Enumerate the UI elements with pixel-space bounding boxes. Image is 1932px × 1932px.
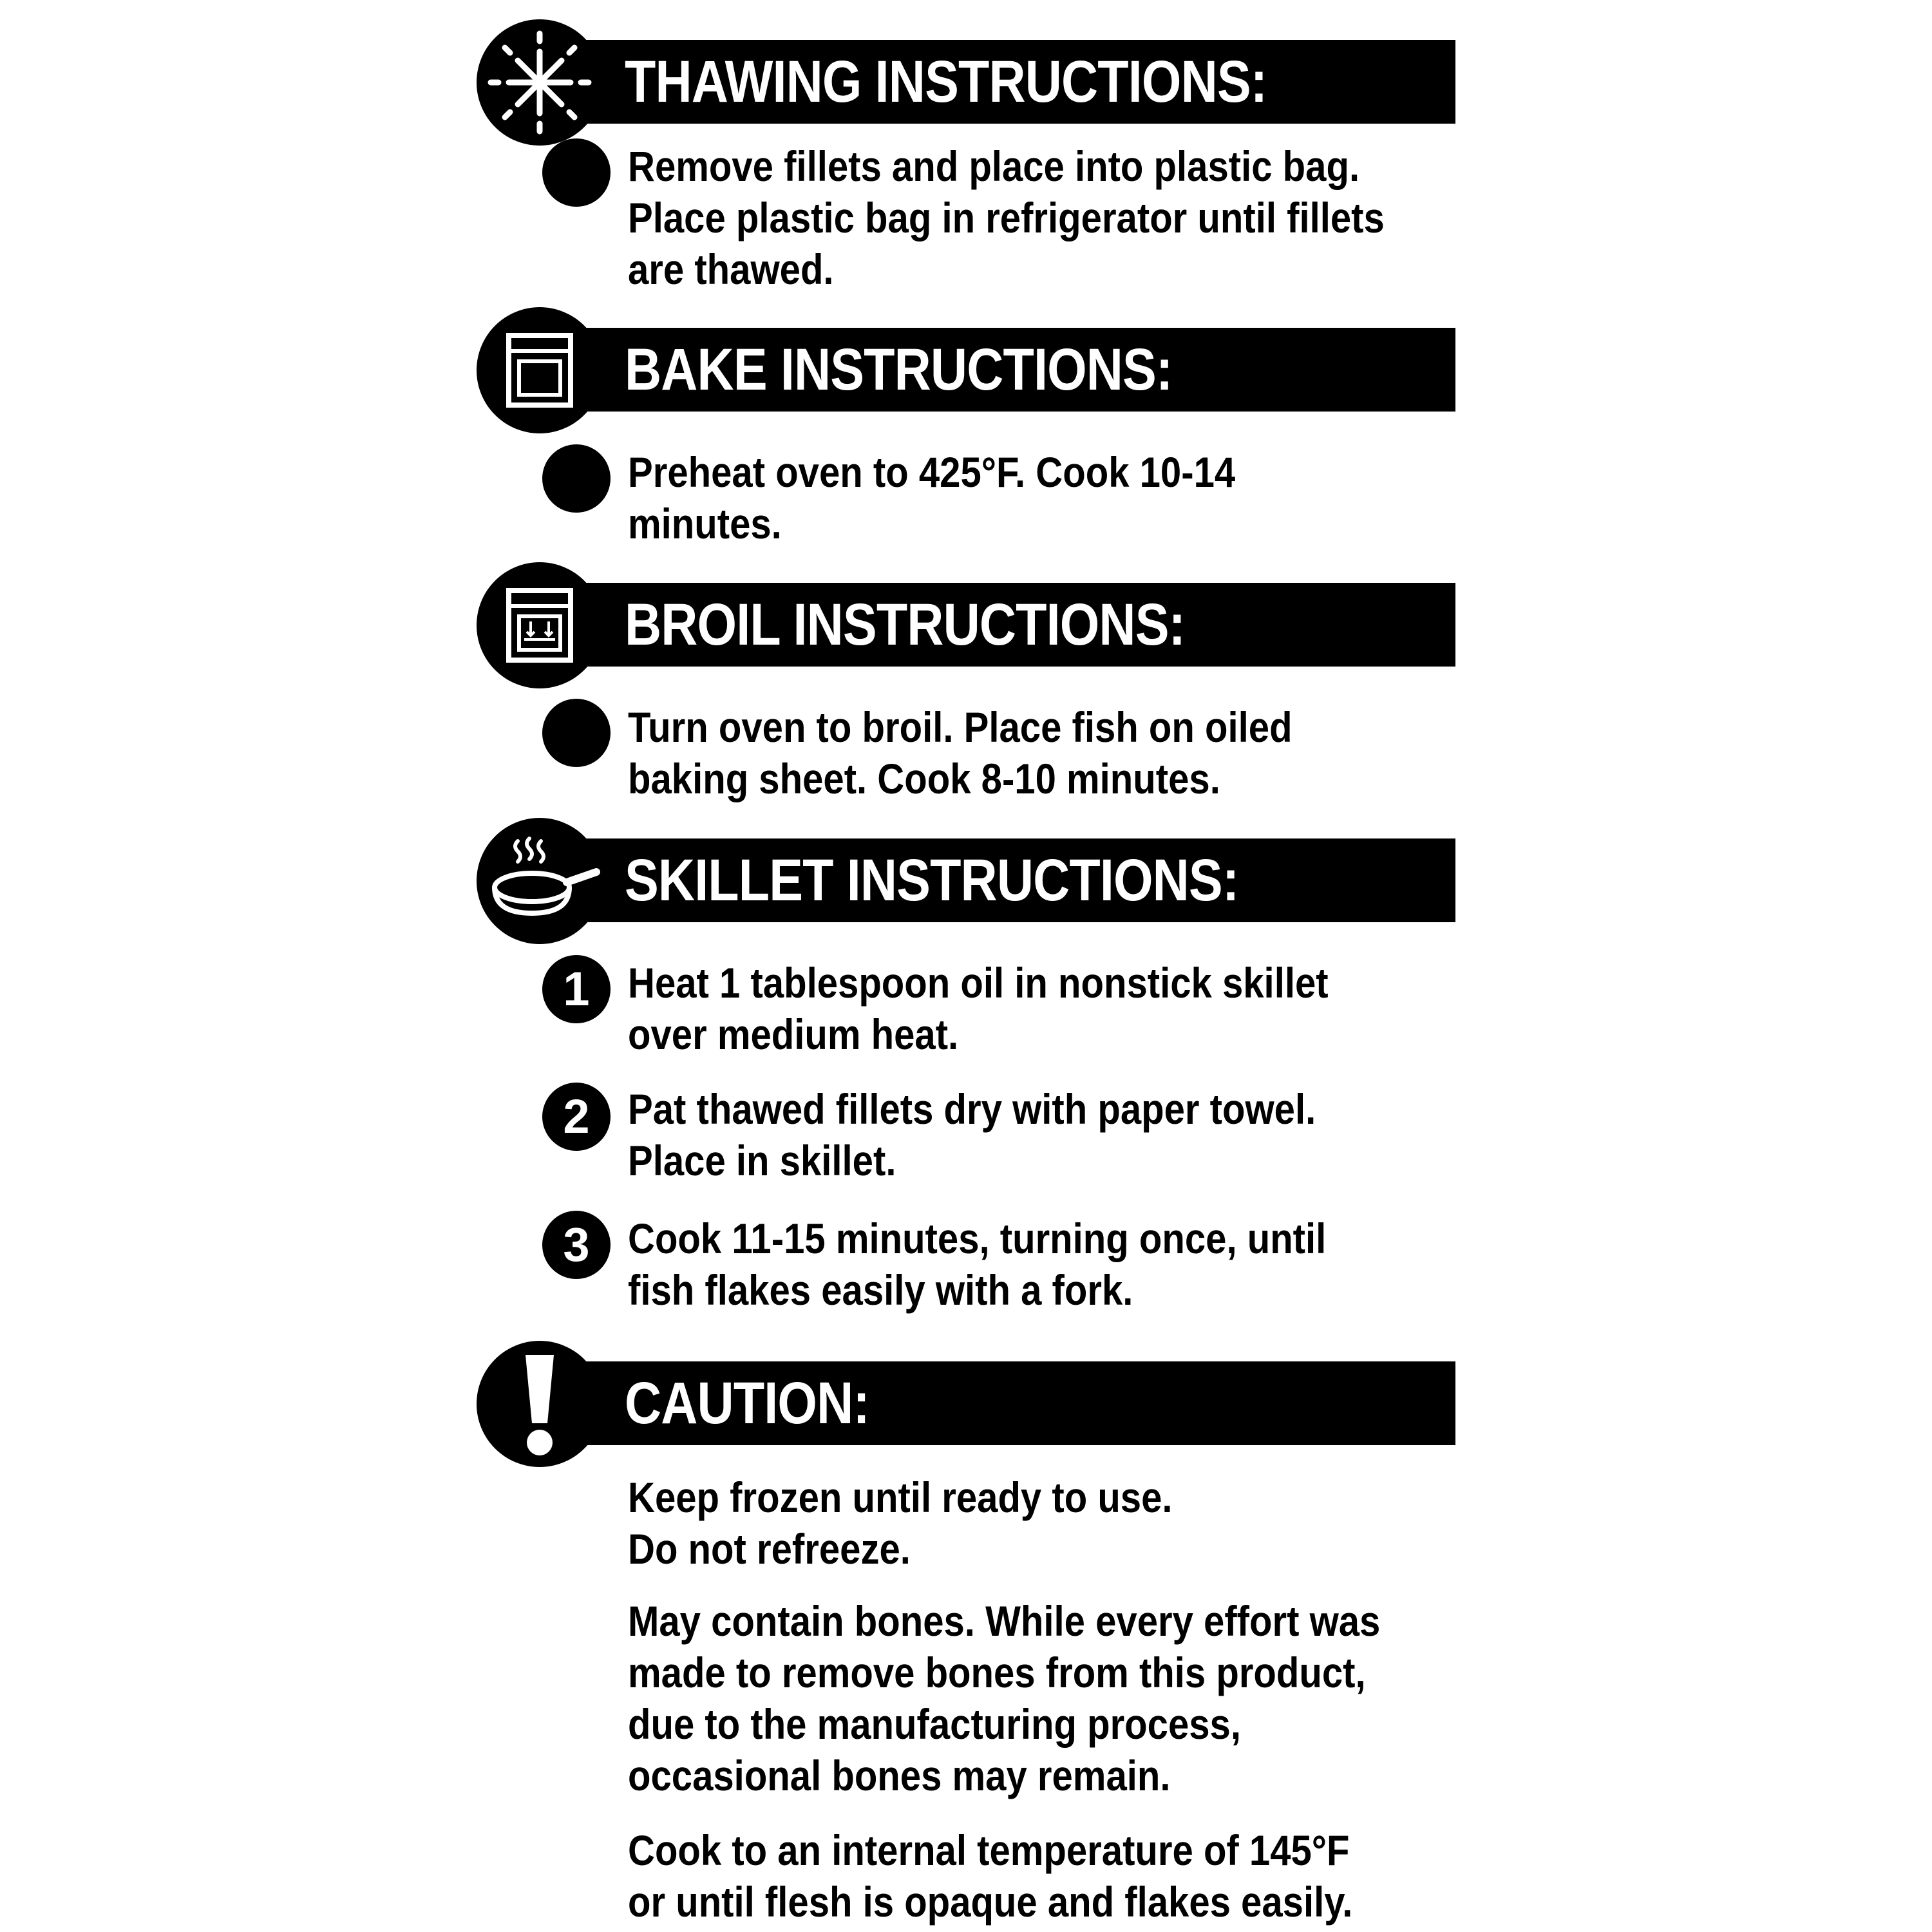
exclamation-icon <box>477 1341 603 1467</box>
caution-line: Do not refreeze. <box>628 1525 911 1573</box>
bake-line: Preheat oven to 425°F. Cook 10-14 <box>628 448 1236 496</box>
skillet-step-line: Heat 1 tablespoon oil in nonstick skillet <box>628 959 1329 1007</box>
caution-line: due to the manufacturing process, <box>628 1700 1242 1748</box>
skillet-step <box>628 1213 1465 1316</box>
skillet-step-number: 2 <box>542 1083 611 1151</box>
caution-line: Cook to an internal temperature of 145°F <box>628 1826 1350 1874</box>
thawing-header <box>477 19 1455 142</box>
caution-paragraph <box>628 1595 1465 1801</box>
caution-header <box>477 1341 1455 1463</box>
snowflake-icon <box>477 19 603 146</box>
broil-line: Turn oven to broil. Place fish on oiled <box>628 703 1293 751</box>
thawing-title: THAWING INSTRUCTIONS: <box>625 49 1267 115</box>
bake-title: BAKE INSTRUCTIONS: <box>625 337 1173 402</box>
caution-paragraph <box>628 1824 1465 1927</box>
skillet-step <box>628 957 1465 1060</box>
bake-header <box>477 307 1455 430</box>
caution-line: May contain bones. While every effort was <box>628 1597 1381 1645</box>
broil-line: baking sheet. Cook 8-10 minutes. <box>628 755 1220 802</box>
skillet-step-line: Pat thawed fillets dry with paper towel. <box>628 1085 1316 1133</box>
broiler-icon <box>477 562 603 688</box>
skillet-header <box>477 818 1455 940</box>
caution-line: Keep frozen until ready to use. <box>628 1473 1173 1521</box>
bake-line: minutes. <box>628 500 782 547</box>
broil-title: BROIL INSTRUCTIONS: <box>625 592 1186 658</box>
caution-paragraph <box>628 1472 1465 1575</box>
thawing-bullet <box>542 138 611 207</box>
caution-line: occasional bones may remain. <box>628 1752 1171 1799</box>
thawing-line: are thawed. <box>628 245 834 293</box>
skillet-step <box>628 1083 1465 1186</box>
broil-header <box>477 562 1455 685</box>
bake-bullet <box>542 444 611 513</box>
broil-bullet <box>542 699 611 767</box>
skillet-icon <box>477 818 603 944</box>
skillet-step-number: 3 <box>542 1211 611 1279</box>
caution-title: CAUTION: <box>625 1370 869 1436</box>
thawing-line: Place plastic bag in refrigerator until fillets <box>628 194 1385 242</box>
skillet-step-line: Place in skillet. <box>628 1137 896 1184</box>
caution-line: made to remove bones from this product, <box>628 1649 1366 1696</box>
thawing-text <box>628 140 1465 295</box>
broil-text <box>628 701 1465 804</box>
bake-text <box>628 446 1465 549</box>
thawing-line: Remove fillets and place into plastic bag. <box>628 142 1360 190</box>
skillet-title: SKILLET INSTRUCTIONS: <box>625 848 1239 913</box>
caution-line: or until flesh is opaque and flakes easily. <box>628 1878 1353 1926</box>
oven-icon <box>477 307 603 433</box>
skillet-step-line: Cook 11-15 minutes, turning once, until <box>628 1215 1327 1262</box>
skillet-step-number: 1 <box>542 955 611 1023</box>
skillet-step-line: fish flakes easily with a fork. <box>628 1266 1133 1314</box>
skillet-step-line: over medium heat. <box>628 1010 959 1058</box>
